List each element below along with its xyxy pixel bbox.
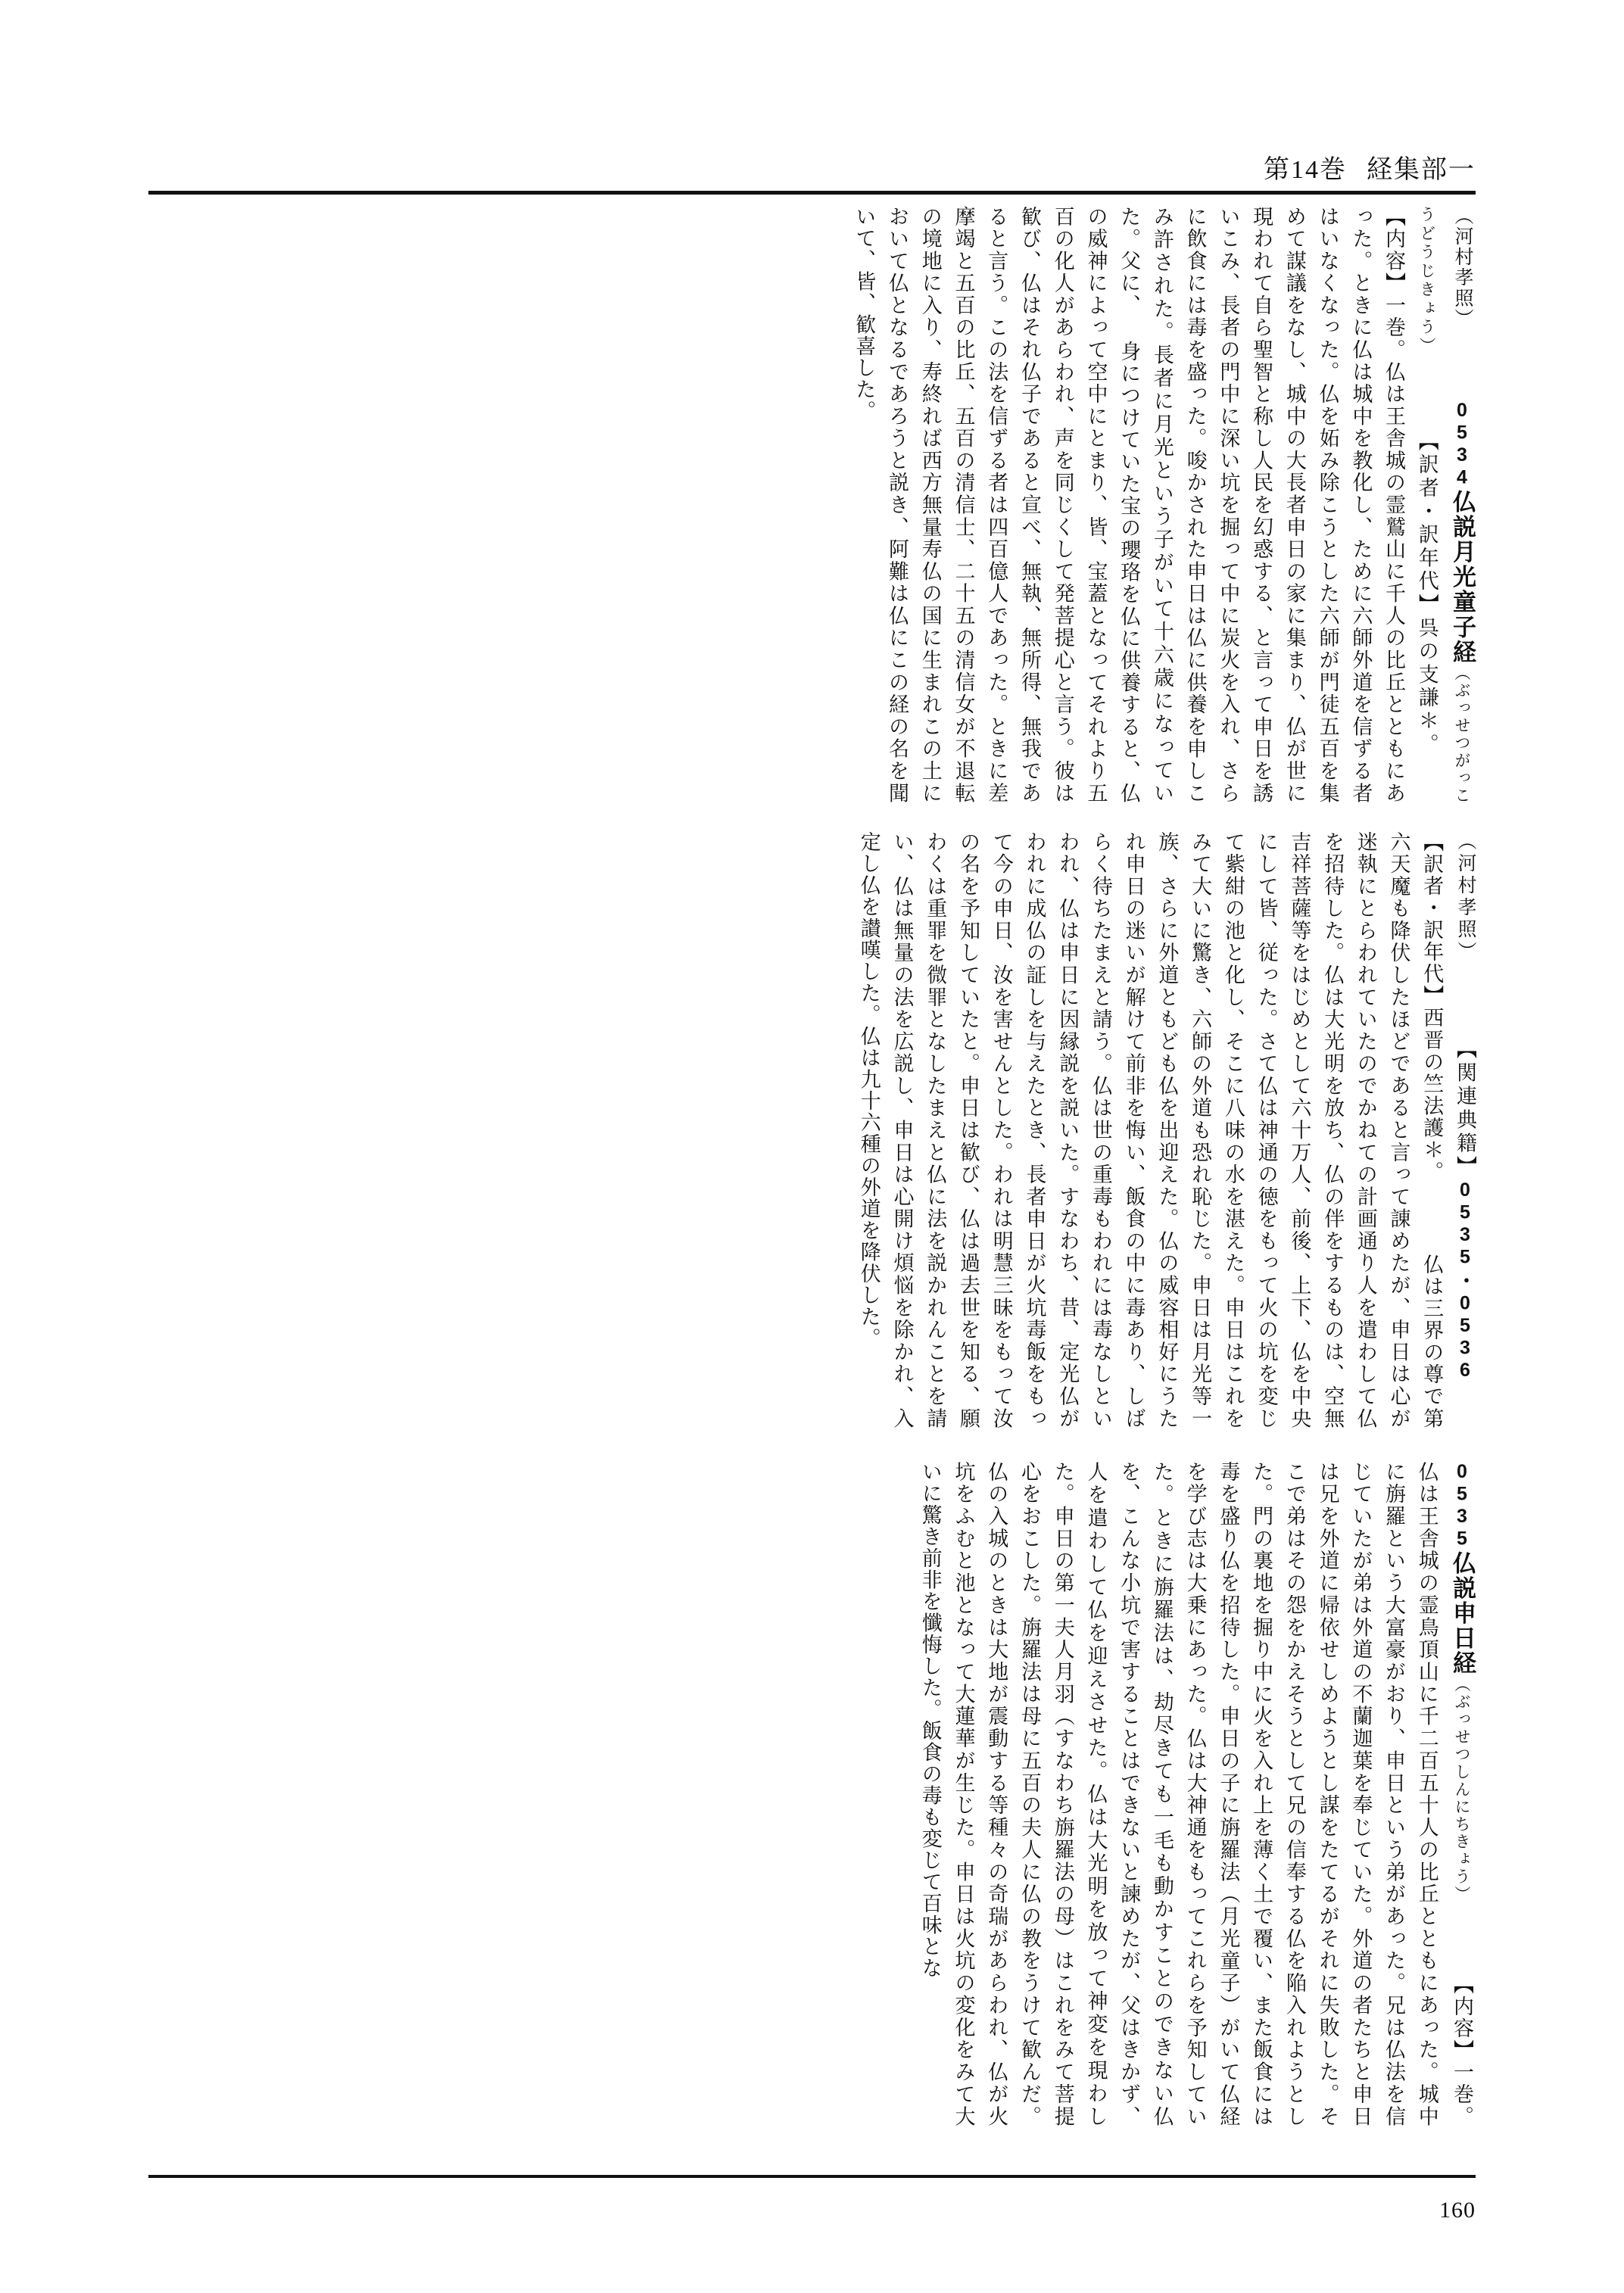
entry-0534-content-value: 一巻。仏は王舎城の霊鷲山に千人の比丘とともにあった。ときに仏は城中を教化し、ために六師外道を信ずる者はいなくなった。仏を妬み除こうとした六師が門徒五百を集めて謀議をなし、城中の大長者申日の家に集まり、仏が世に現われて自ら聖智と称し人民を幻惑する、と言って申日を誘いこみ、長者の門中に深い坑を掘って中に炭火を入れ、さらに飲食には毒を盛った。唆かされた申日は仏に供養を申しこみ許された。長者に月光という子がいて十六歳になっていた。父に、 — [1117, 206, 1406, 805]
text-block-bottom — [148, 1461, 1481, 2127]
entry-0535-title: 仏説申日経 — [1449, 1550, 1476, 1676]
header-section: 経集部一 — [1367, 156, 1476, 184]
entry-0534-content-label: 【内容】 — [1382, 206, 1406, 295]
entry-0534-title: 仏説月光童子経 — [1449, 488, 1476, 665]
header-volume: 第14巻 — [1264, 156, 1347, 184]
entry-0534-body: 身につけていた宝の瓔珞を仏に供養すると、仏の威神によって空中にとまり、皆、宝蓋となってそれより五百の化人があらわれ、声を同じくして発菩提心と言う。彼は歓び、仏はそれ仏子であると宣べ、無執、無所得、無我であると言う。この法を信ずる者は四百億人であった。ときに差摩竭と五百の比丘、五百の清信士、二十五の清信女が不退転の境地に入り、寿終れば西方無量寿仏の国に生まれこの土において仏となるであろうと説き、阿難は仏にこの経の名を聞いて、皆、歓喜した。 — [853, 206, 1141, 805]
entry-0534-author: （河村孝照） — [1452, 206, 1473, 329]
header-rule — [148, 191, 1476, 195]
entry-0535-content-label: 【内容】 — [1451, 1974, 1473, 2062]
entry-0535-number: 0535 — [1451, 1461, 1473, 1550]
entry-0534-translator-label: 【訳者・訳年代】 — [1415, 430, 1439, 617]
page-header — [1264, 148, 1476, 185]
page-number: 160 — [1439, 2198, 1476, 2223]
entry-0534-reading: （ぶっせつがっこうどうじきょう） — [1417, 206, 1471, 805]
entry-0535-reading: （ぶっせつしんにちきょう） — [1453, 1675, 1471, 1903]
entry-0534-related-value: 0535・0536 — [1454, 1179, 1476, 1382]
footer-rule — [148, 2175, 1476, 2178]
entry-0534-translator2-value: 西晋の竺法護＊。 — [1420, 1007, 1444, 1183]
entry-0535-content-value: 一巻。仏は王舎城の霊鳥頂山に千二百五十人の比丘とともにあった。城中に旃羅という大富豪がおり、申日という弟があった。兄は仏法を信じていたが弟は外道の不蘭迦葉を奉じていた。外道の者たちと申日は兄を外道に帰依せしめようとし謀をたてるがそれに失敗した。そこで弟はその怨をかえそうとして兄の信奉する仏を陥入れようとした。門の裏地を掘り中に火を入れ上を薄く土で覆い、また飯食には毒を盛り仏を招待した。申日の子に旃羅法（月光童子）がいて仏経を学び志は大乗にあった。仏は大神通をもってこれらを予知していた。ときに旃羅法は、劫尽きても一毛も動かすことのできない仏を、こんな小坑で害することはできないと諫めたが、父はきかず、人を遣わして仏を迎えさせた。仏は大光明を放って神変を現わした。申日の第一夫人月羽（すなわち旃羅法の母）はこれをみて菩提心をおこした。旃羅法は母に五百の夫人に仏の教をうけて歓んだ。仏の入城のときは大地が震動する等種々の奇瑞があらわれ、仏が火坑をふむと池となって大蓮華が生じた。申日は火坑の変化をみて大いに驚き前非を懺悔した。飯食の毒も変じて百味とな — [918, 1461, 1473, 2128]
entry-0535-author-mid: （河村孝照） — [1455, 831, 1476, 964]
middle-column-text: 仏は三界の尊で第六天魔も降伏したほどであると言って諌めたが、申日は心が迷執にとらわれていたのでかねての計画通り人を遣わして仏を招待した。仏は大光明を放ち、仏の伴をするものは、空無吉祥菩薩等をはじめとして六十万人、前後、上下、仏を中央にして皆、従った。さて仏は神通の徳をもって火の坑を変じて紫紺の池と化し、そこに八味の水を湛えた。申日はこれをみて大いに驚き、六師の外道も恐れ恥じた。申日は月光等一族、さらに外道ともども仏を出迎えた。仏の威容相好にうたれ申日の迷いが解けて前非を悔い、飯食の中に毒あり、しばらく待ちたまえと請う。仏は世の重毒もわれには毒なしといわれ、仏は申日に因縁説を説いた。すなわち、昔、定光仏がわれに成仏の証しを与えたとき、長者申日が火坑毒飯をもって今の申日、汝を害せんとした。われは明慧三昧をもって汝の名を予知していたと。申日は歓び、仏は過去世を知る、願わくは重罪を微罪となしたまえと仏に法を説かれんことを請い、仏は無量の法を広説し、申日は心開け煩悩を除かれ、入定し仏を讃嘆した。仏は九十六種の外道を降伏した。 — [857, 831, 1444, 1430]
text-block-middle — [148, 831, 1481, 1429]
text-block-top — [148, 206, 1481, 804]
entry-0534-related-label: 【関連典籍】 — [1454, 1038, 1476, 1179]
entry-0534-translator-value: 呉の支謙＊。 — [1415, 617, 1439, 757]
entry-0535-heading — [1449, 1461, 1476, 1676]
entry-0534-translator2-label: 【訳者・訳年代】 — [1420, 831, 1444, 1008]
entry-0534-heading — [1449, 400, 1476, 665]
entry-0534-number: 0534 — [1451, 399, 1473, 489]
